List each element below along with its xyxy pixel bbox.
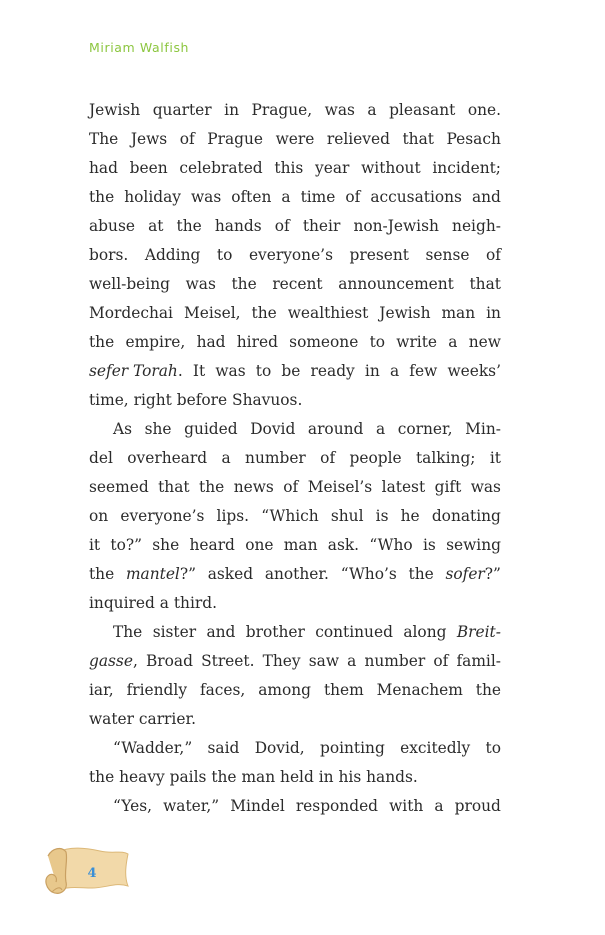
- word: Mordechai: [89, 304, 173, 322]
- word: Jewish: [379, 304, 431, 322]
- word: empire,: [125, 333, 186, 351]
- word: is: [375, 507, 389, 525]
- word: corner,: [397, 420, 453, 438]
- word: the: [408, 565, 434, 583]
- word: few: [409, 362, 438, 380]
- word: before: [176, 391, 228, 409]
- word: and: [206, 623, 236, 641]
- word: faces,: [199, 681, 246, 699]
- word: a: [159, 594, 169, 612]
- word: number: [245, 449, 306, 467]
- word: Dovid: [250, 420, 296, 438]
- word: a: [347, 652, 357, 670]
- word: of: [486, 246, 501, 264]
- text-line: [89, 763, 501, 792]
- text-line: [89, 676, 501, 705]
- word: of: [274, 217, 290, 235]
- word: that: [402, 130, 434, 148]
- word: held: [280, 768, 314, 786]
- word: sense: [425, 246, 470, 264]
- running-head: Miriam Walfish: [89, 40, 190, 55]
- word: their: [302, 217, 341, 235]
- word: sister: [152, 623, 197, 641]
- punctuation: .: [177, 362, 183, 380]
- word: a: [367, 101, 377, 119]
- italic-term: sefer Torah: [89, 362, 178, 380]
- word: quarter: [152, 101, 212, 119]
- word: was: [190, 188, 222, 206]
- word: heavy: [119, 768, 165, 786]
- word: the: [475, 681, 501, 699]
- word: another.: [264, 565, 329, 583]
- word: at: [148, 217, 164, 235]
- word: announcement: [338, 275, 454, 293]
- word: bors.: [89, 246, 129, 264]
- word: [89, 357, 183, 386]
- word: a: [448, 333, 458, 351]
- text-line: [89, 357, 501, 386]
- word: weeks’: [447, 362, 501, 380]
- word: on: [89, 507, 109, 525]
- word: the: [199, 478, 225, 496]
- word: “Yes,: [113, 797, 153, 815]
- word: everyone’s: [248, 246, 333, 264]
- word: had: [89, 159, 118, 177]
- word: of: [283, 478, 299, 496]
- word: donating: [431, 507, 501, 525]
- word: the: [251, 304, 277, 322]
- italic-term: Breit-: [456, 623, 501, 641]
- word: seemed: [89, 478, 149, 496]
- word: Meisel,: [183, 304, 241, 322]
- word: pointing: [319, 739, 385, 757]
- word: Meisel’s: [307, 478, 373, 496]
- text-line: [89, 299, 501, 328]
- text-line: [89, 328, 501, 357]
- word: celebrated: [179, 159, 263, 177]
- text-line: [89, 589, 501, 618]
- word: Shavuos.: [232, 391, 303, 409]
- text-line: [89, 734, 501, 763]
- word: in: [486, 304, 501, 322]
- word: hands.: [366, 768, 418, 786]
- word: around: [307, 420, 364, 438]
- page-number: 4: [87, 866, 97, 881]
- word: that: [469, 275, 501, 293]
- text-line: [89, 618, 501, 647]
- word: Min-: [465, 420, 501, 438]
- word: she: [144, 420, 172, 438]
- text-line: [89, 183, 501, 212]
- word: was: [185, 275, 216, 293]
- word: been: [129, 159, 168, 177]
- word: pleasant: [389, 101, 456, 119]
- word: one: [245, 536, 274, 554]
- text-line: [89, 705, 501, 734]
- word: well-being: [89, 275, 170, 293]
- word: lips.: [216, 507, 250, 525]
- word: third.: [173, 594, 217, 612]
- word: hired: [236, 333, 278, 351]
- word: a: [375, 420, 386, 438]
- word: among: [258, 681, 312, 699]
- word: hands: [214, 217, 262, 235]
- word: and: [471, 188, 501, 206]
- word: water,”: [163, 797, 220, 815]
- word: pails: [169, 768, 207, 786]
- word: [89, 647, 138, 676]
- word: neigh-: [452, 217, 501, 235]
- word: the: [89, 565, 115, 583]
- italic-term: gasse: [89, 652, 133, 670]
- word: Prague: [207, 130, 264, 148]
- text-line: [89, 415, 501, 444]
- word: sewing: [446, 536, 501, 554]
- word: Pesach: [446, 130, 501, 148]
- word: in: [224, 101, 239, 119]
- word: holiday: [124, 188, 181, 206]
- word: Broad: [145, 652, 193, 670]
- word: wealthiest: [287, 304, 369, 322]
- word: it: [89, 536, 101, 554]
- word: someone: [289, 333, 359, 351]
- text-line: [89, 647, 501, 676]
- word: said: [207, 739, 240, 757]
- word: he: [400, 507, 420, 525]
- word: Menachem: [376, 681, 463, 699]
- word: year: [315, 159, 350, 177]
- punctuation: ?”: [179, 565, 196, 583]
- word: responded: [295, 797, 379, 815]
- punctuation: ,: [132, 652, 138, 670]
- word: with: [389, 797, 424, 815]
- word: one.: [467, 101, 501, 119]
- word: the: [89, 768, 115, 786]
- word: The: [113, 623, 143, 641]
- word: recent: [272, 275, 323, 293]
- word: The: [89, 130, 119, 148]
- word: it: [489, 449, 501, 467]
- word: talking;: [416, 449, 476, 467]
- word: time,: [89, 391, 129, 409]
- word: water: [89, 710, 134, 728]
- word: Mindel: [230, 797, 285, 815]
- word: “Who’s: [340, 565, 397, 583]
- word: heard: [189, 536, 235, 554]
- word: latest: [381, 478, 426, 496]
- word: the: [211, 768, 237, 786]
- word: along: [403, 623, 447, 641]
- word: without: [361, 159, 421, 177]
- word: excitedly: [400, 739, 471, 757]
- punctuation: ?”: [484, 565, 501, 583]
- word: continued: [315, 623, 393, 641]
- word: [457, 618, 501, 647]
- word: iar,: [89, 681, 114, 699]
- word: man: [441, 304, 476, 322]
- word: is: [422, 536, 436, 554]
- text-line: [89, 531, 501, 560]
- word: often: [231, 188, 272, 206]
- word: gift: [434, 478, 462, 496]
- word: news: [233, 478, 274, 496]
- word: ask.: [327, 536, 360, 554]
- word: present: [349, 246, 409, 264]
- word: famil-: [456, 652, 501, 670]
- word: asked: [207, 565, 254, 583]
- word: man: [241, 768, 276, 786]
- word: time: [300, 188, 336, 206]
- word: of: [345, 188, 361, 206]
- word: proud: [454, 797, 501, 815]
- word: the: [89, 188, 115, 206]
- word: ready: [310, 362, 355, 380]
- word: brother: [245, 623, 305, 641]
- word: carrier.: [138, 710, 197, 728]
- word: were: [275, 130, 315, 148]
- word: them: [323, 681, 364, 699]
- word: to: [216, 246, 233, 264]
- word: a: [221, 449, 231, 467]
- word: the: [231, 275, 257, 293]
- word: a: [281, 188, 291, 206]
- word: of: [179, 130, 195, 148]
- text-line: [89, 96, 501, 125]
- text-line: [89, 125, 501, 154]
- word: people: [349, 449, 402, 467]
- word: that: [158, 478, 190, 496]
- body-text: [89, 96, 501, 821]
- text-line: [89, 560, 501, 589]
- text-line: [89, 502, 501, 531]
- text-line: [89, 270, 501, 299]
- word: non-Jewish: [353, 217, 439, 235]
- word: everyone’s: [120, 507, 205, 525]
- text-line: [89, 473, 501, 502]
- word: his: [338, 768, 362, 786]
- word: be: [281, 362, 301, 380]
- word: Street.: [201, 652, 255, 670]
- word: a: [389, 362, 400, 380]
- word: number: [364, 652, 426, 670]
- word: Jewish: [89, 101, 141, 119]
- word: shul: [330, 507, 364, 525]
- word: this: [274, 159, 304, 177]
- word: “Which: [261, 507, 319, 525]
- word: [445, 560, 500, 589]
- text-line: [89, 212, 501, 241]
- word: abuse: [89, 217, 135, 235]
- word: Jews: [130, 130, 168, 148]
- word: to: [485, 739, 501, 757]
- word: Adding: [144, 246, 201, 264]
- word: friendly: [126, 681, 188, 699]
- word: write: [396, 333, 438, 351]
- word: They: [262, 652, 301, 670]
- text-line: [89, 241, 501, 270]
- word: was: [215, 362, 246, 380]
- word: to: [255, 362, 272, 380]
- word: man: [283, 536, 318, 554]
- word: inquired: [89, 594, 155, 612]
- italic-term: mantel: [125, 565, 180, 583]
- italic-term: sofer: [445, 565, 485, 583]
- word: to: [369, 333, 386, 351]
- word: incident;: [432, 159, 501, 177]
- word: in: [318, 768, 334, 786]
- word: of: [433, 652, 449, 670]
- word: saw: [308, 652, 339, 670]
- word: relieved: [326, 130, 390, 148]
- word: was: [324, 101, 355, 119]
- word: she: [152, 536, 180, 554]
- word: of: [320, 449, 336, 467]
- word: to?”: [110, 536, 142, 554]
- word: guided: [184, 420, 238, 438]
- word: had: [196, 333, 226, 351]
- word: the: [89, 333, 115, 351]
- word: was: [470, 478, 501, 496]
- word: “Who: [369, 536, 413, 554]
- word: “Wadder,”: [113, 739, 193, 757]
- word: Prague,: [251, 101, 313, 119]
- word: right: [133, 391, 172, 409]
- word: overheard: [127, 449, 208, 467]
- word: the: [176, 217, 202, 235]
- text-line: [89, 792, 501, 821]
- word: new: [468, 333, 501, 351]
- word: del: [89, 449, 113, 467]
- word: a: [434, 797, 444, 815]
- text-line: [89, 154, 501, 183]
- word: As: [113, 420, 133, 438]
- word: Dovid,: [254, 739, 305, 757]
- word: in: [364, 362, 380, 380]
- word: accusations: [370, 188, 462, 206]
- text-line: [89, 386, 501, 415]
- word: It: [192, 362, 206, 380]
- text-line: [89, 444, 501, 473]
- word: [126, 560, 196, 589]
